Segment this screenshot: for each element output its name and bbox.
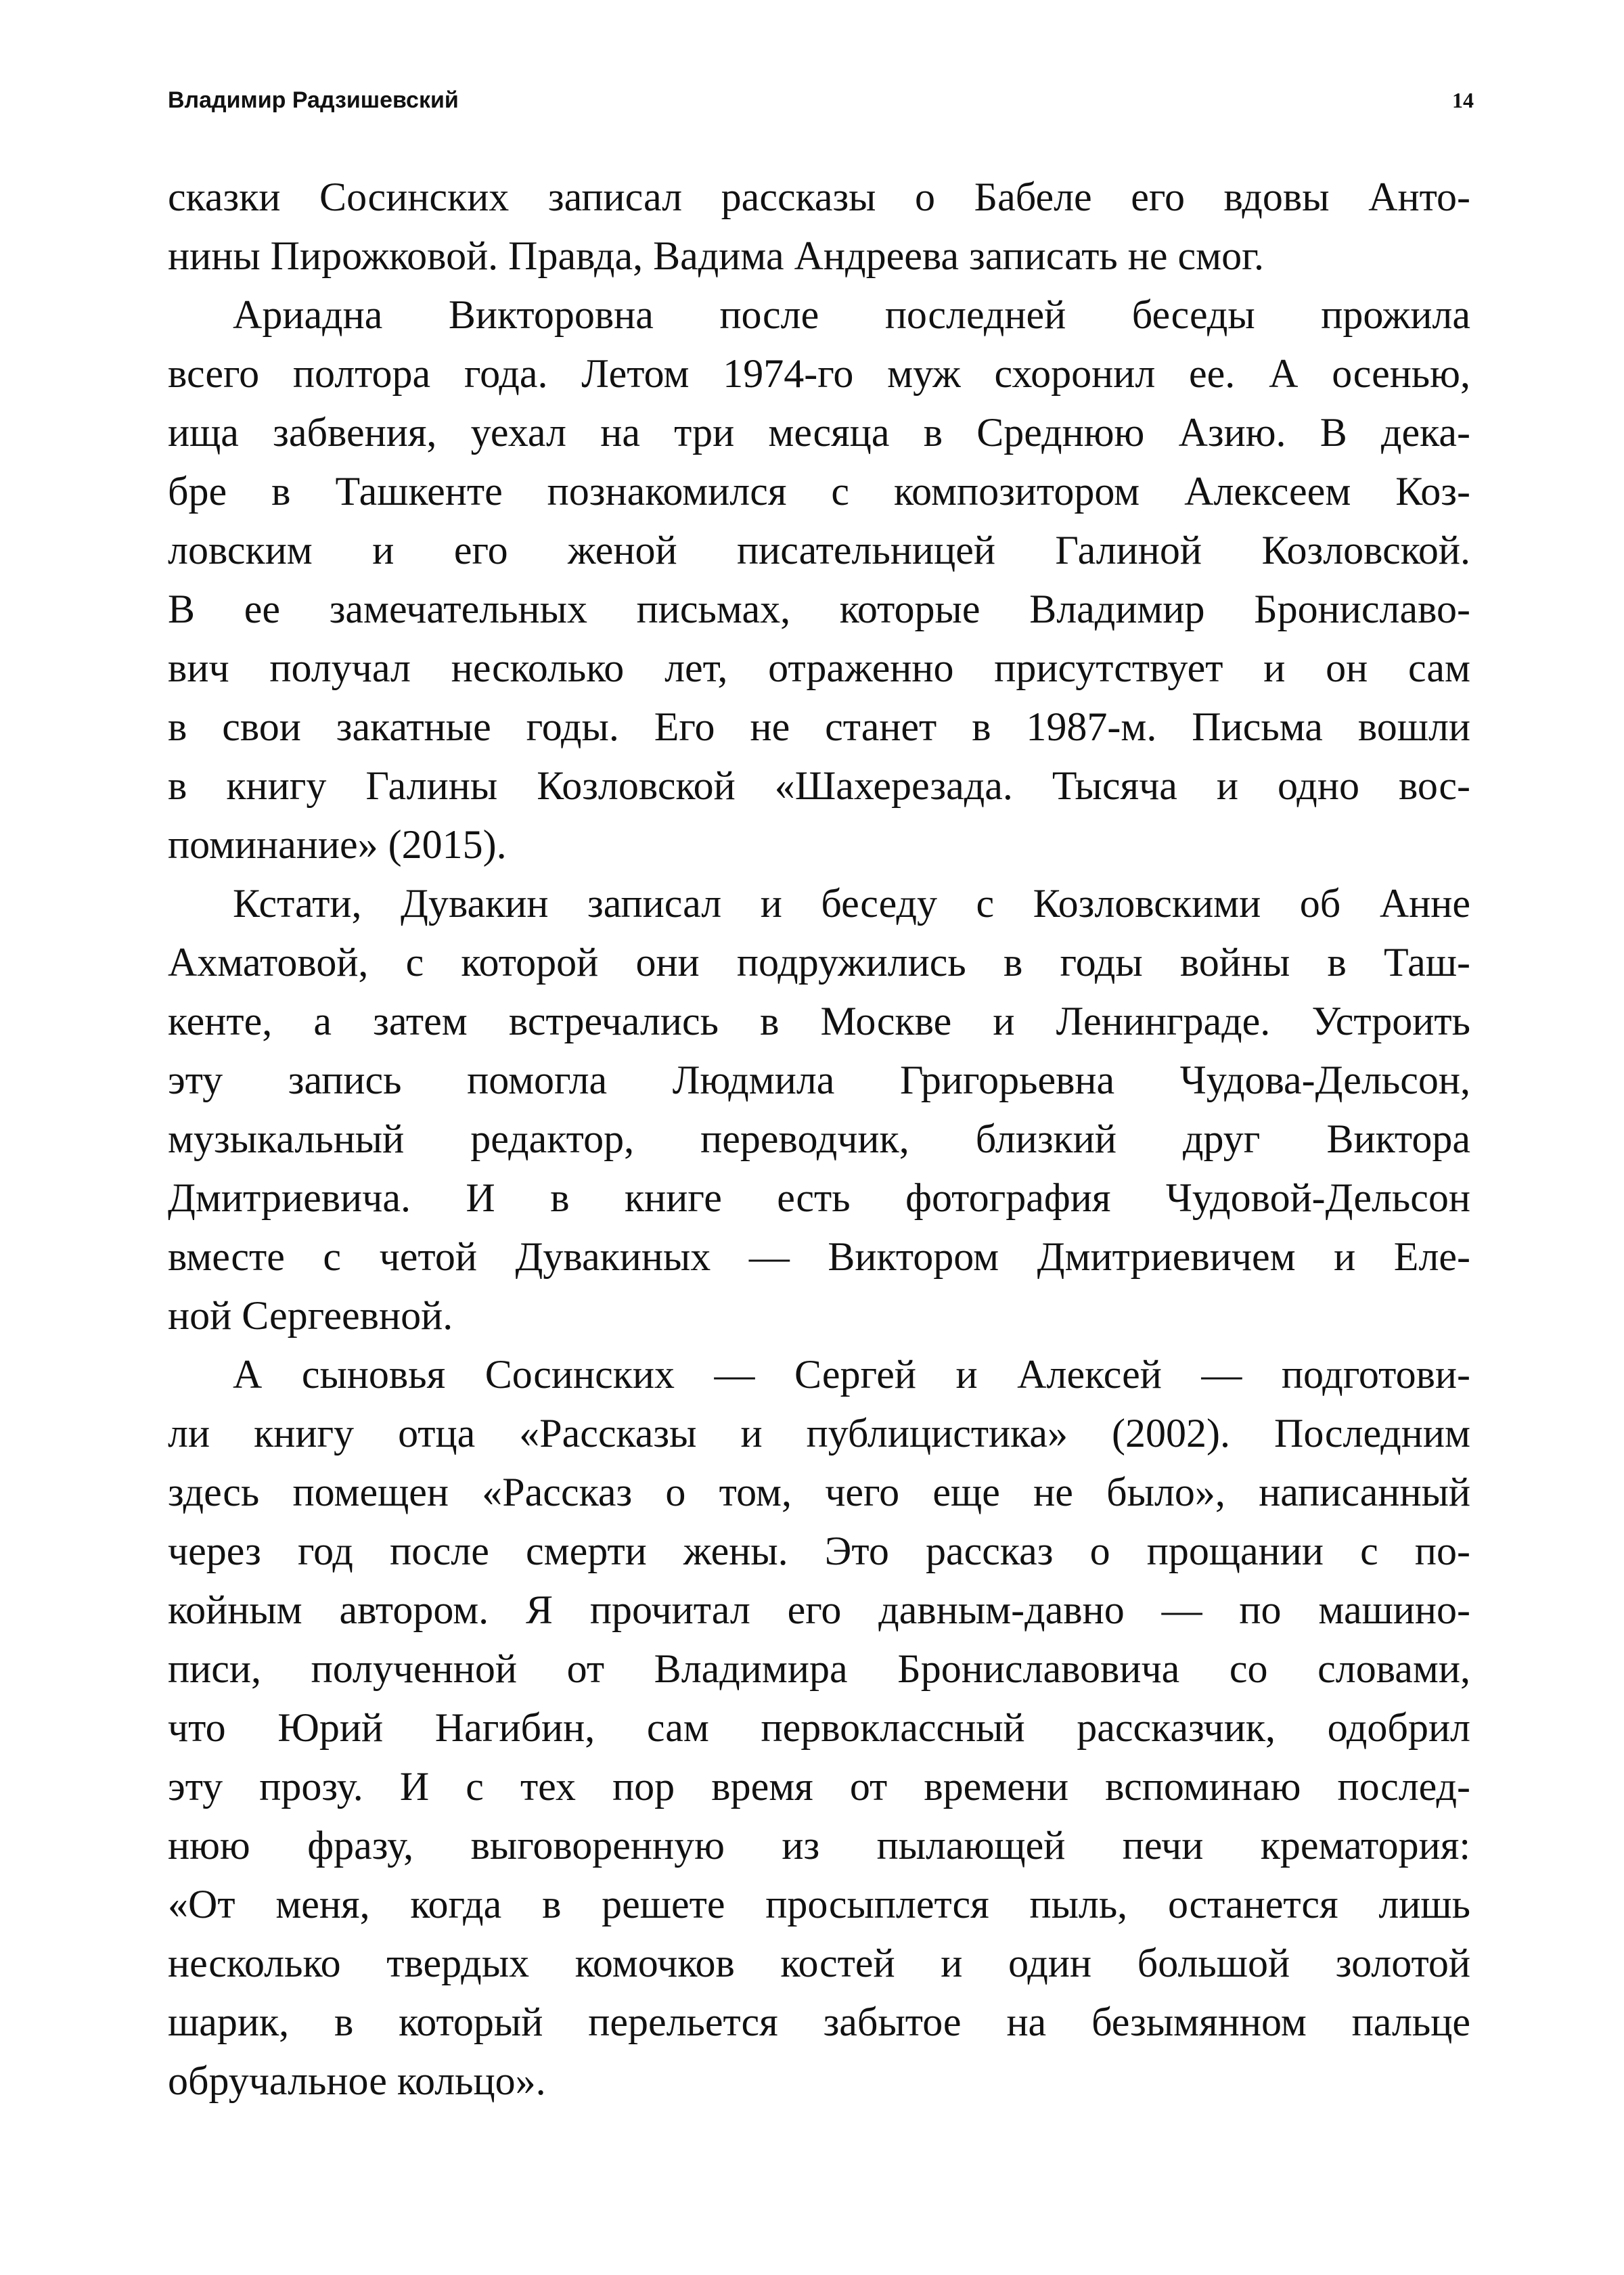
paragraph: [168, 168, 1470, 286]
text-line: в свои закатные годы. Его не станет в 1987-м. Письма вошли: [168, 704, 1470, 749]
text-line: через год после смерти жены. Это рассказ о прощании с по-: [168, 1529, 1470, 1573]
text-line: ловским и его женой писательницей Галиной Козловской.: [168, 528, 1470, 572]
text-line: музыкальный редактор, переводчик, близкий друг Виктора: [168, 1117, 1470, 1161]
text-line: обручальное кольцо».: [168, 2058, 546, 2103]
text-line: Ахматовой, с которой они подружились в годы войны в Таш-: [168, 940, 1470, 985]
text-line: бре в Ташкенте познакомился с композитором Алексеем Коз-: [168, 469, 1470, 514]
text-line: ища забвения, уехал на три месяца в Среднюю Азию. В дека-: [168, 410, 1470, 455]
text-line: в книгу Галины Козловской «Шахерезада. Тысяча и одно вос-: [168, 763, 1470, 808]
text-line: поминание» (2015).: [168, 822, 507, 867]
page-number: 14: [1452, 88, 1474, 112]
text-line: сказки Сосинских записал рассказы о Бабеле его вдовы Анто-: [168, 175, 1470, 219]
text-line: нины Пирожковой. Правда, Вадима Андреева записать не смог.: [168, 233, 1264, 278]
paragraph: [168, 1345, 1470, 2111]
text-line: здесь помещен «Рассказ о том, чего еще не было», написанный: [168, 1470, 1470, 1514]
text-line: что Юрий Нагибин, сам первоклассный рассказчик, одобрил: [168, 1705, 1470, 1750]
text-line: вместе с четой Дувакиных — Виктором Дмитриевичем и Еле-: [168, 1234, 1470, 1279]
text-line: А сыновья Сосинских — Сергей и Алексей — подготови-: [233, 1352, 1470, 1397]
text-line: «От меня, когда в решете просыплется пыль, останется лишь: [168, 1882, 1470, 1927]
text-line: эту прозу. И с тех пор время от времени вспоминаю послед-: [168, 1764, 1470, 1809]
text-line: несколько твердых комочков костей и один большой золотой: [168, 1941, 1470, 1985]
paragraph: [168, 874, 1470, 1345]
text-line: вич получал несколько лет, отраженно присутствует и он сам: [168, 646, 1470, 690]
running-head: [168, 80, 1474, 120]
text-line: писи, полученной от Владимира Брониславовича со словами,: [168, 1646, 1470, 1691]
body-text: [168, 168, 1470, 2111]
text-line: Кстати, Дувакин записал и беседу с Козловскими об Анне: [233, 881, 1470, 926]
text-line: всего полтора года. Летом 1974-го муж схоронил ее. А осенью,: [168, 351, 1470, 396]
text-line: ли книгу отца «Рассказы и публицистика» (2002). Последним: [168, 1411, 1470, 1456]
text-line: В ее замечательных письмах, которые Владимир Брониславо-: [168, 587, 1470, 631]
text-line: Ариадна Викторовна после последней беседы прожила: [233, 292, 1470, 337]
text-line: койным автором. Я прочитал его давным-давно — по машино-: [168, 1587, 1470, 1632]
text-line: ной Сергеевной.: [168, 1293, 453, 1338]
text-line: шарик, в который перельется забытое на безымянном пальце: [168, 2000, 1470, 2044]
text-line: Дмитриевича. И в книге есть фотография Чудовой-Дельсон: [168, 1175, 1470, 1220]
text-line: кенте, а затем встречались в Москве и Ленинграде. Устроить: [168, 999, 1470, 1043]
text-line: эту запись помогла Людмила Григорьевна Чудова-Дельсон,: [168, 1058, 1470, 1102]
running-head-author: Владимир Радзишевский: [168, 87, 459, 113]
text-line: нюю фразу, выговоренную из пылающей печи крематория:: [168, 1823, 1470, 1868]
paragraph: [168, 286, 1470, 874]
